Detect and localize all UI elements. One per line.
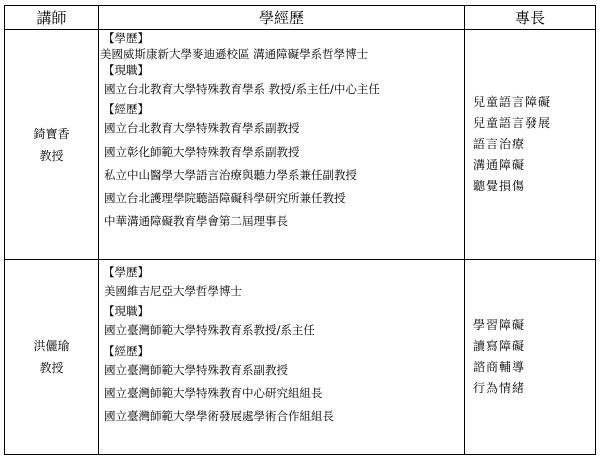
header-instructor: 講師 xyxy=(5,6,99,30)
section-heading: 【經歷】 xyxy=(103,102,149,117)
experience-item: 中華溝通障礙教育學會第二屆理事長 xyxy=(104,214,288,229)
instructor-name: 洪儷瑜 xyxy=(33,339,70,353)
experience-item: 私立中山醫學大學語言治療與聽力學系兼任副教授 xyxy=(104,167,357,182)
experience-item: 國立臺灣師範大學學術發展處學術合作組組長 xyxy=(104,409,334,424)
header-row xyxy=(5,6,596,30)
section-heading: 【現職】 xyxy=(103,304,149,319)
specialty-item: 語言治療 xyxy=(473,137,526,151)
instructor-table xyxy=(4,5,596,455)
section-heading: 【經歷】 xyxy=(103,343,149,358)
experience-cell xyxy=(99,260,465,455)
header-experience: 學經歷 xyxy=(99,6,465,30)
experience-item: 國立台北教育大學特殊教育學系 教授/系主任/中心主任 xyxy=(104,82,380,96)
instructor-name-cell xyxy=(5,260,99,455)
instructor-row xyxy=(5,260,596,455)
specialty-item: 溝通障礙 xyxy=(473,158,526,172)
experience-item: 國立彰化師範大學特殊教育學系副教授 xyxy=(104,144,300,159)
experience-item: 國立台北教育大學特殊教育學系副教授 xyxy=(104,121,300,136)
specialty-item: 諮商輔導 xyxy=(473,360,526,374)
experience-item: 美國維吉尼亞大學哲學博士 xyxy=(104,284,242,298)
instructor-name-cell xyxy=(5,30,99,260)
experience-item: 國立臺灣師範大學特殊教育系教授/系主任 xyxy=(104,323,315,338)
specialty-item: 學習障礙 xyxy=(473,318,526,332)
specialty-cell xyxy=(465,30,596,260)
experience-item: 美國威斯康新大學麥迪遜校區 溝通障礙學系哲學博士 xyxy=(100,47,369,61)
experience-item: 國立臺灣師範大學特殊教育系副教授 xyxy=(104,362,288,377)
specialty-item: 聽覺損傷 xyxy=(473,179,526,193)
section-heading: 【現職】 xyxy=(103,63,149,77)
experience-item: 國立臺灣師範大學特殊教育中心研究組組長 xyxy=(104,385,323,400)
specialty-cell xyxy=(465,260,596,455)
section-heading: 【學歷】 xyxy=(103,265,149,279)
specialty-item: 讀寫障礙 xyxy=(473,339,526,353)
specialty-item: 兒童語言發展 xyxy=(473,116,552,130)
instructor-name: 錡寶香 xyxy=(33,126,70,141)
header-specialty: 專長 xyxy=(465,6,596,30)
section-heading: 【學歷】 xyxy=(103,31,149,45)
instructor-title: 教授 xyxy=(39,361,64,375)
experience-item: 國立台北護理學院聽語障礙科學研究所兼任教授 xyxy=(104,191,346,206)
instructor-row xyxy=(5,30,596,260)
experience-cell xyxy=(99,30,465,260)
specialty-item: 兒童語言障礙 xyxy=(473,95,552,109)
instructor-title: 教授 xyxy=(39,148,64,163)
specialty-item: 行為情緒 xyxy=(473,381,526,395)
